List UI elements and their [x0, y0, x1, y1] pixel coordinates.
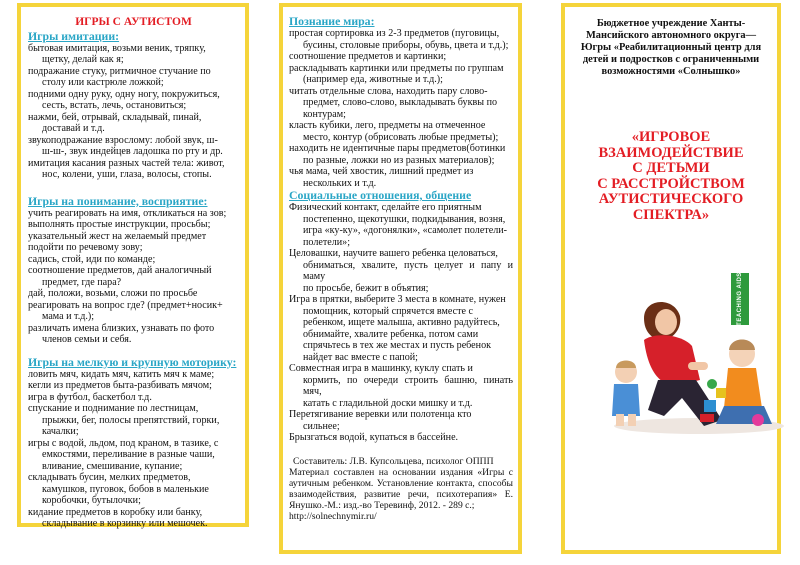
list-item-line: мама и т.д.); — [42, 311, 95, 322]
credits-author: Составитель: Л.В. Купсольцева, психолог ОППП — [293, 455, 494, 467]
list-item — [289, 120, 513, 143]
list-item — [28, 135, 239, 158]
list-item-line: игра в футбол, баскетбол т.д. — [28, 391, 152, 403]
list-item-line: выполнять простые инструкции, просьбы; — [28, 219, 211, 230]
list-item-line: (например еда, животные и т.д.); — [303, 74, 443, 85]
badge-label: TEACHING AIDS — [737, 272, 743, 326]
list-item — [28, 43, 239, 66]
list-item-line: ловить мяч, кидать мяч, катить мяч к маме; — [28, 368, 215, 380]
list-item — [28, 254, 239, 266]
list-item-line: качалки; — [42, 426, 79, 437]
list-item-line: предмет, где пара? — [42, 276, 122, 288]
list-item — [28, 288, 239, 300]
list-item — [28, 208, 239, 220]
title-line: С ДЕТЬМИ — [632, 160, 710, 176]
list-item-line: читать отдельные слова, находить пару слово- — [289, 85, 488, 97]
list-item-line: место, контур (обрисовать любые предметы); — [303, 131, 499, 143]
list-item-line: кидание предметов в коробку или банку, — [28, 506, 203, 518]
list-item-line: нос, колени, уши, глаза, волосы, стопы. — [42, 169, 212, 180]
adult-arm — [688, 362, 708, 370]
list-item — [28, 403, 239, 438]
list-item-line: спускание и поднимание по лестницам, — [28, 403, 199, 414]
list-item-line: бытовая имитация, возьми веник, тряпку, — [28, 42, 206, 54]
list-item-line: учить реагировать на имя, откликаться на зов; — [28, 207, 227, 219]
list-item-line: садись, стой, иди по команде; — [28, 253, 156, 265]
list-item-line: складывать бусин, мелких предметов, — [28, 472, 191, 483]
credits-source: Материал составлен на основании издания «Игры с аутичным ребенком. Установление контакта, способы взаимодействия, развитие речи, психотерапия» Е. Янушко.-М.: изд.-во Теревинф, 2012. - 289 с.; — [289, 466, 513, 511]
middle-panel — [279, 3, 522, 554]
list-item-line: ребенком, ищете малыша, активно радуйтесь, — [303, 317, 500, 328]
list-item-line: Перетягивание веревки или полотенца кто — [289, 409, 472, 420]
list-item — [289, 143, 513, 166]
list-item-line: по просьбе, бежит в объятия; — [303, 282, 429, 294]
list-item — [28, 300, 239, 323]
list-item-line: подойти по речевому зову; — [28, 242, 143, 253]
list-item-line: емкостями, переливание в разные чаши, — [42, 449, 215, 460]
organization-name: Бюджетное учреждение Ханты-Мансийского автономного округа—Югры «Реабилитационный центр для детей и подростков с ограниченными возможностями «Солнышко» — [580, 18, 762, 77]
list-item-line: контурам; — [303, 108, 346, 120]
list-item — [28, 369, 239, 381]
section-heading: Социальные отношения, общение — [289, 188, 472, 202]
list-item — [28, 472, 239, 507]
child-hair — [729, 340, 755, 351]
list-item-line: дай, положи, возьми, сложи по просьбе — [28, 288, 198, 299]
title-line: АУТИСТИЧЕСКОГО — [598, 191, 744, 207]
list-item-line: подражание стуку, ритмичное стучание по — [28, 65, 211, 77]
list-item-line: Совместная игра в машинку, куклу спать и — [289, 363, 473, 374]
list-item-line: доставай и т.д. — [42, 123, 105, 134]
toy-block — [704, 400, 716, 412]
section-heading: Познание мира: — [289, 14, 375, 28]
list-item-line: бусины, столовые приборы, обувь, цвета и т.д.); — [303, 39, 509, 51]
list-item-line: вливание, смешивание, купание; — [42, 460, 183, 472]
list-item-line: сесть, встать, лечь, остановиться; — [42, 100, 187, 111]
left-panel — [17, 3, 249, 527]
list-item-line: складывание в корзинку или мешочек. — [42, 518, 208, 529]
list-item-line: столу или кастрюле ложкой; — [42, 77, 164, 88]
children-playing-photo — [604, 288, 784, 438]
list-item-line: щетку, делай как я; — [42, 54, 124, 65]
list-item-line: коробочки, бутылочки; — [42, 495, 141, 506]
list-item-line: по разные, ложки но из разных материалов); — [303, 154, 495, 166]
list-item-line: класть кубики, лего, предметы на отмеченное — [289, 120, 486, 131]
list-item-line: сильнее; — [303, 420, 340, 432]
section-heading: Игры имитации: — [28, 28, 120, 43]
list-item-line: подними одну руку, одну ногу, покружиться, — [28, 88, 220, 100]
list-item-line: обнимайте, хвалите ребенка, потом сами — [303, 328, 479, 340]
list-item — [28, 438, 239, 473]
list-item-line: соотношение предметов, дай аналогичный — [28, 265, 212, 276]
list-item — [28, 380, 239, 392]
list-item-line: помощник, который спрячется вместе с — [303, 305, 473, 317]
list-item — [28, 507, 239, 530]
list-item — [28, 219, 239, 231]
middle-panel-sections — [289, 15, 513, 444]
list-item-line: Целовашки, научите вашего ребенка целоваться, — [289, 248, 498, 259]
list-item-line: кормить, по очереди строить башню, пинать мяч, — [303, 374, 513, 397]
list-item-line: Брызгаться водой, купаться в бассейне. — [289, 432, 459, 443]
toddler-leg — [616, 414, 624, 426]
list-item — [28, 231, 239, 243]
list-item — [289, 202, 513, 248]
list-item — [28, 242, 239, 254]
list-item — [289, 248, 513, 294]
adult-top — [644, 335, 700, 386]
list-item — [28, 66, 239, 89]
title-line: ВЗАИМОДЕЙСТВИЕ — [598, 144, 744, 161]
child-shirt — [724, 368, 762, 408]
list-item-line: членов семьи и себя. — [42, 334, 132, 345]
section-heading: Игры на мелкую и крупную моторику: — [28, 354, 237, 369]
list-item-line: нескольких и т.д. — [303, 177, 377, 189]
list-item-line: прыжки, бег, полосы препятствий, горки, — [42, 414, 220, 426]
toddler-body — [612, 384, 640, 416]
list-item-line: указательный жест на желаемый предмет — [28, 230, 207, 242]
list-item-line: обниматься, хвалите, пусть целует и папу и маму — [303, 259, 513, 282]
list-item — [289, 294, 513, 363]
list-item-line: звукоподражание взрослому: лобой звук, ш- — [28, 134, 218, 146]
list-item — [289, 166, 513, 189]
brochure-title — [571, 130, 771, 223]
section-gap — [28, 181, 239, 195]
list-item — [289, 51, 513, 63]
toy-ball — [752, 414, 764, 426]
right-panel — [561, 3, 781, 554]
credits — [289, 456, 513, 522]
list-item — [28, 112, 239, 135]
credits-link: http://solnechnymir.ru/ — [289, 510, 377, 522]
panel-title: ИГРЫ С АУТИСТОМ — [75, 16, 192, 28]
list-item-line: простая сортировка из 2-3 предметов (пуговицы, — [289, 28, 500, 39]
list-item — [289, 409, 513, 432]
list-item — [28, 323, 239, 346]
list-item — [28, 265, 239, 288]
list-item — [289, 28, 513, 51]
list-item — [28, 89, 239, 112]
list-item-line: имитация касания разных частей тела: живот, — [28, 157, 225, 169]
list-item-line: кегли из предметов быта-разбивать мячом; — [28, 380, 212, 391]
list-item-line: игры с водой, льдом, под краном, в тазике, с — [28, 437, 219, 449]
list-item-line: нажми, бей, отрывай, складывай, пинай, — [28, 111, 202, 123]
list-item-line: различать имена близких, узнавать по фото — [28, 322, 215, 334]
list-item-line: предмет, слово-слово, выкладывать буквы по — [303, 97, 498, 108]
list-item-line: раскладывать картинки или предметы по группам — [289, 62, 504, 74]
left-panel-sections — [28, 30, 239, 530]
toddler-leg — [628, 414, 636, 426]
toy-block — [700, 414, 714, 422]
list-item-line: спрячьтесь в тех же местах и пусть ребенок — [303, 340, 492, 351]
list-item — [28, 158, 239, 181]
list-item — [289, 63, 513, 86]
list-item-line: игра «ку-ку», «догонялки», «самолет полетели- — [303, 225, 508, 236]
list-item-line: найдет вас вместе с папой; — [303, 351, 418, 363]
title-line: С РАССТРОЙСТВОМ — [597, 175, 745, 192]
list-item-line: находить не идентичные пары предметов(ботинки — [289, 143, 506, 154]
list-item-line: чья мама, чей хвостик, лишний предмет из — [289, 166, 474, 177]
list-item-line: полетели»; — [303, 236, 351, 248]
list-item — [289, 86, 513, 121]
toddler-hair — [616, 361, 636, 369]
toy-ball — [707, 379, 717, 389]
list-item — [289, 363, 513, 409]
list-item — [28, 392, 239, 404]
list-item-line: Игра в прятки, выберите 3 места в комнате, нужен — [289, 294, 506, 305]
list-item-line: камушков, пуговок, бобов в маленькие — [42, 483, 209, 495]
section-gap — [28, 346, 239, 356]
title-line: «ИГРОВОЕ — [631, 129, 711, 145]
title-line: СПЕКТРА» — [632, 206, 710, 223]
toy-block — [716, 388, 726, 398]
list-item — [289, 432, 513, 444]
list-item-line: катать с гладильной доски мишку и т.д. — [303, 397, 473, 409]
list-item-line: реагировать на вопрос где? (предмет+носик+ — [28, 299, 223, 311]
list-item-line: ш-ш-, звук индейцев ладошка по рту и др. — [42, 146, 223, 157]
list-item-line: Физический контакт, сделайте его приятным — [289, 202, 482, 213]
adult-face — [655, 309, 677, 335]
list-item-line: соотношение предметов и картинки; — [289, 51, 447, 62]
list-item-line: постепенно, щекотушки, подкидывания, возня, — [303, 213, 506, 225]
section-heading: Игры на понимание, восприятие: — [28, 193, 208, 208]
